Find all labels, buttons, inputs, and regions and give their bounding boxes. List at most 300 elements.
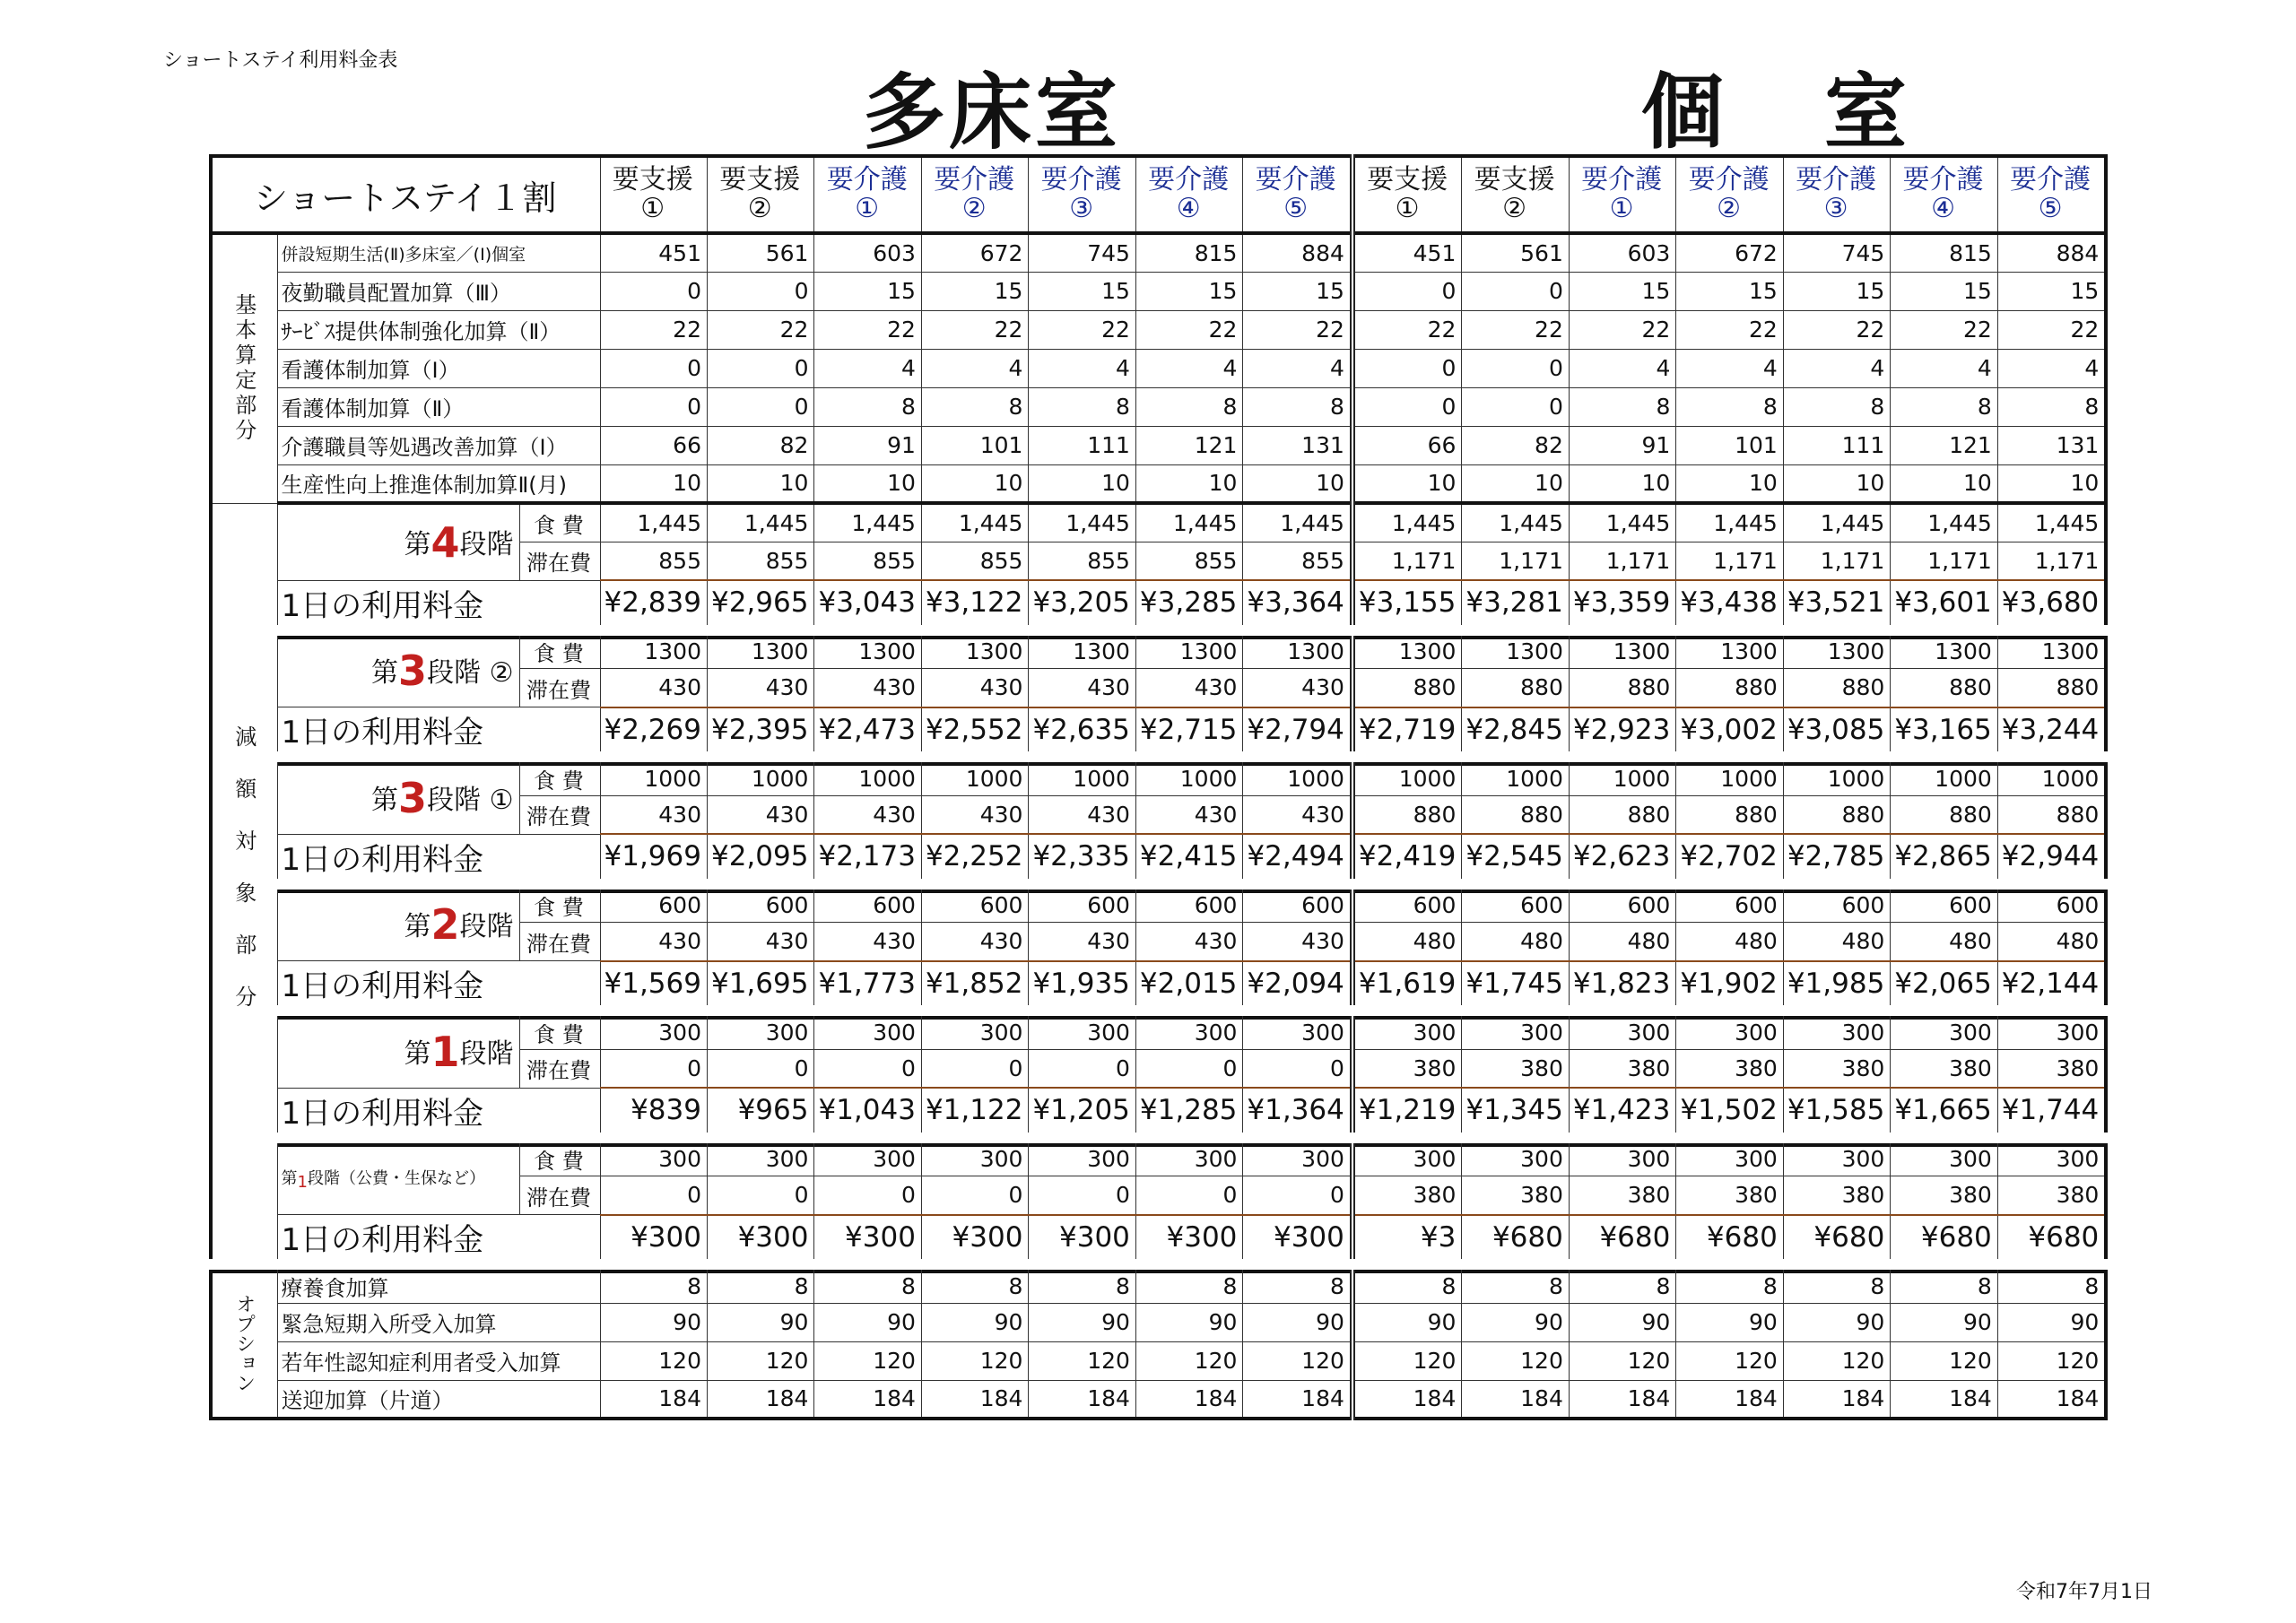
stay-cost-multi-value: 430 xyxy=(1029,669,1135,707)
stay-cost-multi-value: 0 xyxy=(1135,1176,1242,1215)
basic-row-private-value: 561 xyxy=(1462,233,1569,272)
food-cost-private-value: 1,445 xyxy=(1676,503,1783,542)
care-level-name: 要支援 xyxy=(612,164,693,195)
basic-row-label: 介護職員等処遇改善加算（Ⅰ） xyxy=(277,426,600,464)
care-level-number: ① xyxy=(640,193,665,224)
effective-date: 令和7年7月1日 xyxy=(2016,1581,2152,1603)
food-cost-private-value: 300 xyxy=(1783,1138,1890,1176)
basic-row-multi-value: 745 xyxy=(1029,233,1135,272)
daily-fee-private-value: ¥1,902 xyxy=(1676,961,1783,1011)
stay-cost-private-value: 880 xyxy=(1462,669,1569,707)
food-cost-label: 食 費 xyxy=(519,884,600,923)
option-row-private-value: 184 xyxy=(1352,1380,1462,1419)
option-row-multi-value: 90 xyxy=(707,1303,813,1341)
stage-prefix: 第 xyxy=(404,528,431,560)
daily-fee-private-value: ¥680 xyxy=(1569,1215,1675,1265)
daily-fee-multi-value: ¥2,094 xyxy=(1243,961,1352,1011)
daily-fee-private-value: ¥2,419 xyxy=(1352,834,1462,884)
daily-fee-multi-value: ¥2,473 xyxy=(814,707,921,758)
basic-row-private-value: 4 xyxy=(1891,349,1997,387)
daily-fee-private-value: ¥2,545 xyxy=(1462,834,1569,884)
daily-fee-private-value: ¥3,281 xyxy=(1462,580,1569,630)
basic-row-private-value: 22 xyxy=(1462,310,1569,349)
daily-fee-private-value: ¥1,744 xyxy=(1997,1088,2106,1138)
daily-fee-multi-value: ¥300 xyxy=(707,1215,813,1265)
basic-row-multi-value: 10 xyxy=(707,464,813,503)
stay-cost-private-value: 380 xyxy=(1891,1049,1997,1088)
basic-row-multi-value: 672 xyxy=(921,233,1028,272)
stay-cost-multi-value: 430 xyxy=(1029,795,1135,834)
stay-cost-multi-value: 430 xyxy=(921,795,1028,834)
option-row-multi-value: 90 xyxy=(1243,1303,1352,1341)
care-level-name: 要介護 xyxy=(1581,164,1663,195)
basic-row-multi-value: 10 xyxy=(921,464,1028,503)
daily-fee-multi-value: ¥2,173 xyxy=(814,834,921,884)
option-row-private-value: 90 xyxy=(1352,1303,1462,1341)
basic-row-private-value: 131 xyxy=(1997,426,2106,464)
basic-row-private-value: 10 xyxy=(1569,464,1675,503)
food-cost-private-value: 1,445 xyxy=(1462,503,1569,542)
option-row-private-value: 90 xyxy=(1783,1303,1890,1341)
stay-cost-private-value: 380 xyxy=(1997,1176,2106,1215)
daily-fee-private-value: ¥3,438 xyxy=(1676,580,1783,630)
stay-cost-multi-value: 430 xyxy=(814,795,921,834)
stay-cost-private-value: 880 xyxy=(1352,795,1462,834)
option-row-multi-value: 184 xyxy=(1135,1380,1242,1419)
stay-cost-private-value: 880 xyxy=(1997,669,2106,707)
stay-cost-label: 滞在費 xyxy=(519,669,600,707)
stay-cost-private-value: 380 xyxy=(1569,1049,1675,1088)
stay-cost-multi-value: 855 xyxy=(1029,542,1135,580)
basic-row-multi-value: 8 xyxy=(1243,387,1352,426)
care-level-number: ③ xyxy=(1069,193,1094,224)
stay-cost-multi-value: 430 xyxy=(1135,795,1242,834)
option-group-text: オプション xyxy=(232,1294,256,1393)
option-row-private-value: 184 xyxy=(1676,1380,1783,1419)
care-level-name: 要支援 xyxy=(1474,164,1555,195)
food-cost-multi-value: 300 xyxy=(1029,1138,1135,1176)
food-cost-private-value: 300 xyxy=(1462,1138,1569,1176)
stage-label xyxy=(277,757,519,834)
option-row-private-value: 120 xyxy=(1997,1341,2106,1380)
food-cost-private-value: 600 xyxy=(1352,884,1462,923)
stage-suffix: 段階 xyxy=(459,528,514,560)
stay-cost-multi-value: 0 xyxy=(1135,1049,1242,1088)
stay-cost-private-value: 880 xyxy=(1676,669,1783,707)
daily-fee-private-value: ¥1,619 xyxy=(1352,961,1462,1011)
basic-row-multi-value: 10 xyxy=(814,464,921,503)
stay-cost-multi-value: 430 xyxy=(1135,923,1242,961)
basic-row-multi-value: 121 xyxy=(1135,426,1242,464)
stay-cost-multi-value: 855 xyxy=(600,542,707,580)
food-cost-private-value: 300 xyxy=(1997,1011,2106,1049)
daily-fee-private-value: ¥1,345 xyxy=(1462,1088,1569,1138)
basic-row-multi-value: 815 xyxy=(1135,233,1242,272)
food-cost-private-value: 1000 xyxy=(1891,757,1997,795)
stage-prefix: 第 xyxy=(404,1037,431,1070)
food-cost-multi-value: 1300 xyxy=(1243,630,1352,669)
food-cost-private-value: 1000 xyxy=(1462,757,1569,795)
food-cost-multi-value: 1000 xyxy=(1135,757,1242,795)
daily-fee-multi-value: ¥1,695 xyxy=(707,961,813,1011)
option-row-multi-value: 90 xyxy=(921,1303,1028,1341)
daily-fee-multi-value: ¥2,395 xyxy=(707,707,813,758)
option-row-private-value: 8 xyxy=(1352,1264,1462,1303)
basic-row-label: 併設短期生活(Ⅱ)多床室／(Ⅰ)個室 xyxy=(277,233,600,272)
food-cost-private-value: 1000 xyxy=(1676,757,1783,795)
daily-fee-private-value: ¥3,680 xyxy=(1997,580,2106,630)
daily-fee-private-value: ¥2,144 xyxy=(1997,961,2106,1011)
stage-suffix: 段階 xyxy=(459,911,514,943)
stay-cost-multi-value: 0 xyxy=(814,1176,921,1215)
stay-cost-multi-value: 855 xyxy=(1135,542,1242,580)
stay-cost-private-value: 480 xyxy=(1462,923,1569,961)
basic-row-private-value: 0 xyxy=(1352,272,1462,310)
option-row-private-value: 120 xyxy=(1783,1341,1890,1380)
food-cost-private-value: 300 xyxy=(1352,1011,1462,1049)
basic-row-multi-value: 22 xyxy=(1135,310,1242,349)
option-row xyxy=(211,1303,2106,1341)
basic-row-private-value: 82 xyxy=(1462,426,1569,464)
daily-fee-private-value: ¥680 xyxy=(1783,1215,1890,1265)
basic-row-private-value: 0 xyxy=(1352,349,1462,387)
basic-row-private-value: 884 xyxy=(1997,233,2106,272)
care-level-name: 要介護 xyxy=(1040,164,1122,195)
basic-row-multi-value: 131 xyxy=(1243,426,1352,464)
food-cost-multi-value: 300 xyxy=(1135,1138,1242,1176)
stay-cost-label: 滞在費 xyxy=(519,923,600,961)
care-level-name: 要介護 xyxy=(1902,164,1984,195)
basic-row xyxy=(211,310,2106,349)
option-row xyxy=(211,1341,2106,1380)
option-row-private-value: 8 xyxy=(1462,1264,1569,1303)
stay-cost-multi-value: 430 xyxy=(814,923,921,961)
stay-cost-private-value: 880 xyxy=(1676,795,1783,834)
food-cost-label: 食 費 xyxy=(519,1138,600,1176)
daily-fee-private-value: ¥3,085 xyxy=(1783,707,1890,758)
stay-cost-private-value: 1,171 xyxy=(1676,542,1783,580)
food-cost-private-value: 1,445 xyxy=(1891,503,1997,542)
stage-total-row xyxy=(211,580,2106,630)
stage-suffix: 段階（公費・生保など） xyxy=(307,1168,485,1188)
stay-cost-label: 滞在費 xyxy=(519,1049,600,1088)
option-row-private-value: 8 xyxy=(1569,1264,1675,1303)
food-cost-private-value: 600 xyxy=(1569,884,1675,923)
care-level-number: ① xyxy=(1395,193,1420,224)
table-title: ショートステイ１割 xyxy=(211,156,600,233)
option-row-private-value: 8 xyxy=(1891,1264,1997,1303)
option-row-multi-value: 8 xyxy=(921,1264,1028,1303)
basic-row-private-value: 111 xyxy=(1783,426,1890,464)
food-cost-private-value: 600 xyxy=(1891,884,1997,923)
daily-fee-multi-value: ¥300 xyxy=(921,1215,1028,1265)
basic-row-label: 看護体制加算（Ⅱ） xyxy=(277,387,600,426)
basic-row-private-value: 22 xyxy=(1783,310,1890,349)
basic-row-private-value: 22 xyxy=(1676,310,1783,349)
basic-row xyxy=(211,464,2106,503)
basic-row-multi-value: 884 xyxy=(1243,233,1352,272)
basic-row-multi-value: 0 xyxy=(600,387,707,426)
food-cost-private-value: 300 xyxy=(1569,1138,1675,1176)
daily-fee-multi-value: ¥1,285 xyxy=(1135,1088,1242,1138)
food-cost-multi-value: 300 xyxy=(600,1011,707,1049)
daily-fee-private-value: ¥1,665 xyxy=(1891,1088,1997,1138)
stage-label xyxy=(277,1011,519,1088)
basic-row-private-value: 0 xyxy=(1352,387,1462,426)
basic-row-multi-value: 0 xyxy=(707,387,813,426)
daily-fee-private-value: ¥1,985 xyxy=(1783,961,1890,1011)
stage-total-row xyxy=(211,961,2106,1011)
basic-row-private-value: 8 xyxy=(1891,387,1997,426)
basic-row-multi-value: 66 xyxy=(600,426,707,464)
daily-fee-multi-value: ¥1,205 xyxy=(1029,1088,1135,1138)
food-cost-label: 食 費 xyxy=(519,1011,600,1049)
daily-fee-multi-value: ¥3,205 xyxy=(1029,580,1135,630)
option-row-private-value: 90 xyxy=(1569,1303,1675,1341)
stay-cost-private-value: 880 xyxy=(1783,669,1890,707)
daily-fee-private-value: ¥2,944 xyxy=(1997,834,2106,884)
food-cost-private-value: 600 xyxy=(1783,884,1890,923)
daily-fee-multi-value: ¥3,122 xyxy=(921,580,1028,630)
basic-row-multi-value: 22 xyxy=(1243,310,1352,349)
basic-row-multi-value: 82 xyxy=(707,426,813,464)
food-cost-multi-value: 1300 xyxy=(707,630,813,669)
food-cost-multi-value: 1300 xyxy=(600,630,707,669)
food-cost-multi-value: 1000 xyxy=(1029,757,1135,795)
food-cost-private-value: 300 xyxy=(1462,1011,1569,1049)
option-row-multi-value: 90 xyxy=(814,1303,921,1341)
stay-cost-label: 滞在費 xyxy=(519,1176,600,1215)
basic-row-multi-value: 111 xyxy=(1029,426,1135,464)
basic-row-multi-value: 0 xyxy=(707,272,813,310)
basic-row-label: 夜勤職員配置加算（Ⅲ） xyxy=(277,272,600,310)
basic-row-private-value: 22 xyxy=(1891,310,1997,349)
food-cost-multi-value: 300 xyxy=(1243,1011,1352,1049)
food-cost-private-value: 1300 xyxy=(1569,630,1675,669)
care-level-header xyxy=(707,156,813,233)
daily-fee-private-value: ¥680 xyxy=(1462,1215,1569,1265)
daily-fee-label: 1日の利用料金 xyxy=(277,961,600,1011)
daily-fee-private-value: ¥3,359 xyxy=(1569,580,1675,630)
basic-row-multi-value: 8 xyxy=(1135,387,1242,426)
basic-row-private-value: 0 xyxy=(1462,272,1569,310)
option-row-multi-value: 184 xyxy=(707,1380,813,1419)
option-row-private-value: 184 xyxy=(1997,1380,2106,1419)
daily-fee-private-value: ¥1,585 xyxy=(1783,1088,1890,1138)
stay-cost-private-value: 380 xyxy=(1891,1176,1997,1215)
option-row-private-value: 120 xyxy=(1676,1341,1783,1380)
basic-row-multi-value: 0 xyxy=(707,349,813,387)
care-level-name: 要介護 xyxy=(1688,164,1770,195)
daily-fee-multi-value: ¥1,569 xyxy=(600,961,707,1011)
stage-prefix: 第 xyxy=(371,784,399,816)
basic-row-private-value: 8 xyxy=(1997,387,2106,426)
option-row-private-value: 184 xyxy=(1783,1380,1890,1419)
care-level-name: 要支援 xyxy=(719,164,801,195)
basic-row-multi-value: 15 xyxy=(1135,272,1242,310)
care-level-number: ④ xyxy=(1931,193,1955,224)
option-row-private-value: 120 xyxy=(1569,1341,1675,1380)
option-row-multi-value: 184 xyxy=(921,1380,1028,1419)
food-cost-multi-value: 600 xyxy=(814,884,921,923)
option-row-private-value: 120 xyxy=(1462,1341,1569,1380)
option-row-label: 若年性認知症利用者受入加算 xyxy=(277,1341,600,1380)
stage-label xyxy=(277,884,519,961)
basic-row-private-value: 4 xyxy=(1997,349,2106,387)
care-level-header xyxy=(1029,156,1135,233)
food-cost-multi-value: 600 xyxy=(1135,884,1242,923)
food-cost-private-value: 1300 xyxy=(1997,630,2106,669)
daily-fee-multi-value: ¥300 xyxy=(1243,1215,1352,1265)
food-cost-private-value: 300 xyxy=(1891,1138,1997,1176)
care-level-number: ⑤ xyxy=(1283,193,1309,224)
food-cost-multi-value: 1300 xyxy=(1029,630,1135,669)
care-level-name: 要介護 xyxy=(2010,164,2092,195)
stay-cost-private-value: 380 xyxy=(1569,1176,1675,1215)
food-cost-multi-value: 1000 xyxy=(707,757,813,795)
care-level-name: 要介護 xyxy=(826,164,908,195)
basic-row-private-value: 15 xyxy=(1783,272,1890,310)
option-row-multi-value: 90 xyxy=(600,1303,707,1341)
basic-row xyxy=(211,349,2106,387)
stay-cost-label: 滞在費 xyxy=(519,795,600,834)
basic-row-multi-value: 10 xyxy=(1029,464,1135,503)
basic-row-private-value: 22 xyxy=(1997,310,2106,349)
food-cost-private-value: 1300 xyxy=(1352,630,1462,669)
care-level-header xyxy=(600,156,707,233)
basic-row-private-value: 22 xyxy=(1569,310,1675,349)
food-cost-label: 食 費 xyxy=(519,757,600,795)
stay-cost-private-value: 380 xyxy=(1462,1049,1569,1088)
stage-number: 3 xyxy=(398,647,428,696)
stay-cost-multi-value: 430 xyxy=(600,923,707,961)
basic-row-multi-value: 22 xyxy=(1029,310,1135,349)
header-row xyxy=(211,156,2106,233)
stay-cost-private-value: 880 xyxy=(1891,795,1997,834)
basic-row-multi-value: 10 xyxy=(1135,464,1242,503)
basic-row-label: 看護体制加算（Ⅰ） xyxy=(277,349,600,387)
stay-cost-multi-value: 0 xyxy=(1243,1176,1352,1215)
stage-prefix: 第 xyxy=(281,1168,298,1188)
reduction-group-text: 減額対象部分 xyxy=(230,725,257,1037)
basic-row-multi-value: 15 xyxy=(921,272,1028,310)
food-cost-private-value: 300 xyxy=(1891,1011,1997,1049)
option-row-multi-value: 184 xyxy=(1243,1380,1352,1419)
basic-row-multi-value: 8 xyxy=(1029,387,1135,426)
basic-row-private-value: 4 xyxy=(1676,349,1783,387)
stay-cost-multi-value: 855 xyxy=(1243,542,1352,580)
basic-row-label: ｻｰﾋﾞｽ提供体制強化加算（Ⅱ） xyxy=(277,310,600,349)
stay-cost-multi-value: 0 xyxy=(707,1176,813,1215)
care-level-number: ① xyxy=(1609,193,1634,224)
basic-row-multi-value: 4 xyxy=(1243,349,1352,387)
option-row-multi-value: 120 xyxy=(921,1341,1028,1380)
stay-cost-private-value: 380 xyxy=(1462,1176,1569,1215)
care-level-number: ① xyxy=(855,193,880,224)
daily-fee-private-value: ¥3,155 xyxy=(1352,580,1462,630)
stay-cost-private-value: 1,171 xyxy=(1783,542,1890,580)
daily-fee-multi-value: ¥1,043 xyxy=(814,1088,921,1138)
option-row-private-value: 90 xyxy=(1997,1303,2106,1341)
stay-cost-private-value: 380 xyxy=(1352,1049,1462,1088)
daily-fee-private-value: ¥1,745 xyxy=(1462,961,1569,1011)
care-level-header xyxy=(1676,156,1783,233)
basic-row-private-value: 8 xyxy=(1676,387,1783,426)
daily-fee-label: 1日の利用料金 xyxy=(277,580,600,630)
basic-row-label: 生産性向上推進体制加算Ⅱ(月) xyxy=(277,464,600,503)
food-cost-multi-value: 300 xyxy=(707,1138,813,1176)
basic-row-private-value: 22 xyxy=(1352,310,1462,349)
basic-row-multi-value: 603 xyxy=(814,233,921,272)
daily-fee-multi-value: ¥2,415 xyxy=(1135,834,1242,884)
food-cost-multi-value: 1000 xyxy=(1243,757,1352,795)
food-cost-multi-value: 1300 xyxy=(921,630,1028,669)
reduction-group-label xyxy=(211,503,277,1264)
food-cost-multi-value: 300 xyxy=(1135,1011,1242,1049)
food-cost-private-value: 1300 xyxy=(1462,630,1569,669)
stay-cost-private-value: 880 xyxy=(1891,669,1997,707)
daily-fee-private-value: ¥2,785 xyxy=(1783,834,1890,884)
stage-food-row xyxy=(211,503,2106,542)
care-level-header xyxy=(1243,156,1352,233)
stay-cost-private-value: 480 xyxy=(1783,923,1890,961)
daily-fee-private-value: ¥1,423 xyxy=(1569,1088,1675,1138)
stage-number: 2 xyxy=(430,900,460,950)
document-title: ショートステイ利用料金表 xyxy=(163,49,398,72)
stage-total-row xyxy=(211,834,2106,884)
stay-cost-multi-value: 430 xyxy=(921,669,1028,707)
food-cost-private-value: 1300 xyxy=(1676,630,1783,669)
stay-cost-multi-value: 0 xyxy=(600,1049,707,1088)
stage-suffix: 段階 ② xyxy=(427,657,514,690)
option-group-label xyxy=(211,1264,277,1419)
daily-fee-private-value: ¥2,065 xyxy=(1891,961,1997,1011)
basic-row-multi-value: 22 xyxy=(600,310,707,349)
basic-row-private-value: 10 xyxy=(1676,464,1783,503)
basic-row-private-value: 10 xyxy=(1462,464,1569,503)
basic-row xyxy=(211,272,2106,310)
daily-fee-private-value: ¥680 xyxy=(1676,1215,1783,1265)
daily-fee-label: 1日の利用料金 xyxy=(277,1088,600,1138)
daily-fee-multi-value: ¥2,839 xyxy=(600,580,707,630)
option-row-private-value: 184 xyxy=(1569,1380,1675,1419)
daily-fee-private-value: ¥680 xyxy=(1997,1215,2106,1265)
basic-row-multi-value: 15 xyxy=(1243,272,1352,310)
daily-fee-label: 1日の利用料金 xyxy=(277,834,600,884)
food-cost-private-value: 1000 xyxy=(1783,757,1890,795)
daily-fee-multi-value: ¥1,773 xyxy=(814,961,921,1011)
stage-total-row xyxy=(211,1215,2106,1265)
daily-fee-multi-value: ¥3,043 xyxy=(814,580,921,630)
option-row-multi-value: 8 xyxy=(707,1264,813,1303)
basic-row-private-value: 10 xyxy=(1783,464,1890,503)
stay-cost-private-value: 1,171 xyxy=(1997,542,2106,580)
daily-fee-multi-value: ¥300 xyxy=(814,1215,921,1265)
stage-number: 1 xyxy=(297,1172,308,1192)
basic-row-private-value: 10 xyxy=(1352,464,1462,503)
stay-cost-multi-value: 430 xyxy=(707,795,813,834)
stage-food-row xyxy=(211,757,2106,795)
stay-cost-private-value: 1,171 xyxy=(1462,542,1569,580)
daily-fee-multi-value: ¥839 xyxy=(600,1088,707,1138)
option-row-multi-value: 184 xyxy=(600,1380,707,1419)
daily-fee-multi-value: ¥2,015 xyxy=(1135,961,1242,1011)
stay-cost-private-value: 380 xyxy=(1783,1176,1890,1215)
basic-row xyxy=(211,426,2106,464)
option-row-label: 緊急短期入所受入加算 xyxy=(277,1303,600,1341)
food-cost-private-value: 1,445 xyxy=(1569,503,1675,542)
stage-total-row xyxy=(211,1088,2106,1138)
